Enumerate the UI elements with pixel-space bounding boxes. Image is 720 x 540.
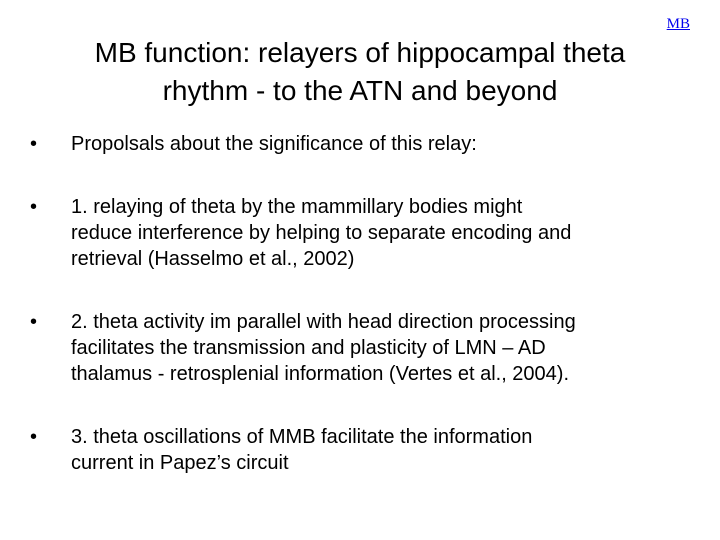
bullet-line: 3. theta oscillations of MMB facilitate the information <box>71 426 533 448</box>
bullet-glyph: • <box>30 133 38 155</box>
bullet-line: Propolsals about the significance of this relay: <box>71 133 477 155</box>
bullet-line: facilitates the transmission and plasticity of LMN – AD <box>71 337 546 359</box>
bullet-line: current in Papez’s circuit <box>71 452 289 474</box>
bullet-item-proposals <box>30 131 690 157</box>
bullet-line: retrieval (Hasselmo et al., 2002) <box>71 248 355 270</box>
bullet-item-2 <box>30 309 690 387</box>
bullet-line: 1. relaying of theta by the mammillary bodies might <box>71 196 523 218</box>
slide-title <box>40 34 680 110</box>
bullet-text <box>71 194 690 272</box>
bullet-glyph: • <box>30 196 38 218</box>
title-line-1: MB function: relayers of hippocampal theta <box>94 37 626 68</box>
mb-link[interactable]: MB <box>666 16 690 32</box>
bullet-text <box>71 424 690 476</box>
bullet-item-3 <box>30 424 690 476</box>
title-line-2: rhythm - to the ATN and beyond <box>162 75 558 106</box>
bullet-glyph: • <box>30 311 38 333</box>
bullet-line: thalamus - retrosplenial information (Vertes et al., 2004). <box>71 363 570 385</box>
bullet-item-1 <box>30 194 690 272</box>
bullet-line: reduce interference by helping to separate encoding and <box>71 222 572 244</box>
bullet-text <box>71 131 690 157</box>
bullet-text <box>71 309 690 387</box>
bullet-glyph: • <box>30 426 38 448</box>
bullet-line: 2. theta activity im parallel with head direction processing <box>71 311 576 333</box>
